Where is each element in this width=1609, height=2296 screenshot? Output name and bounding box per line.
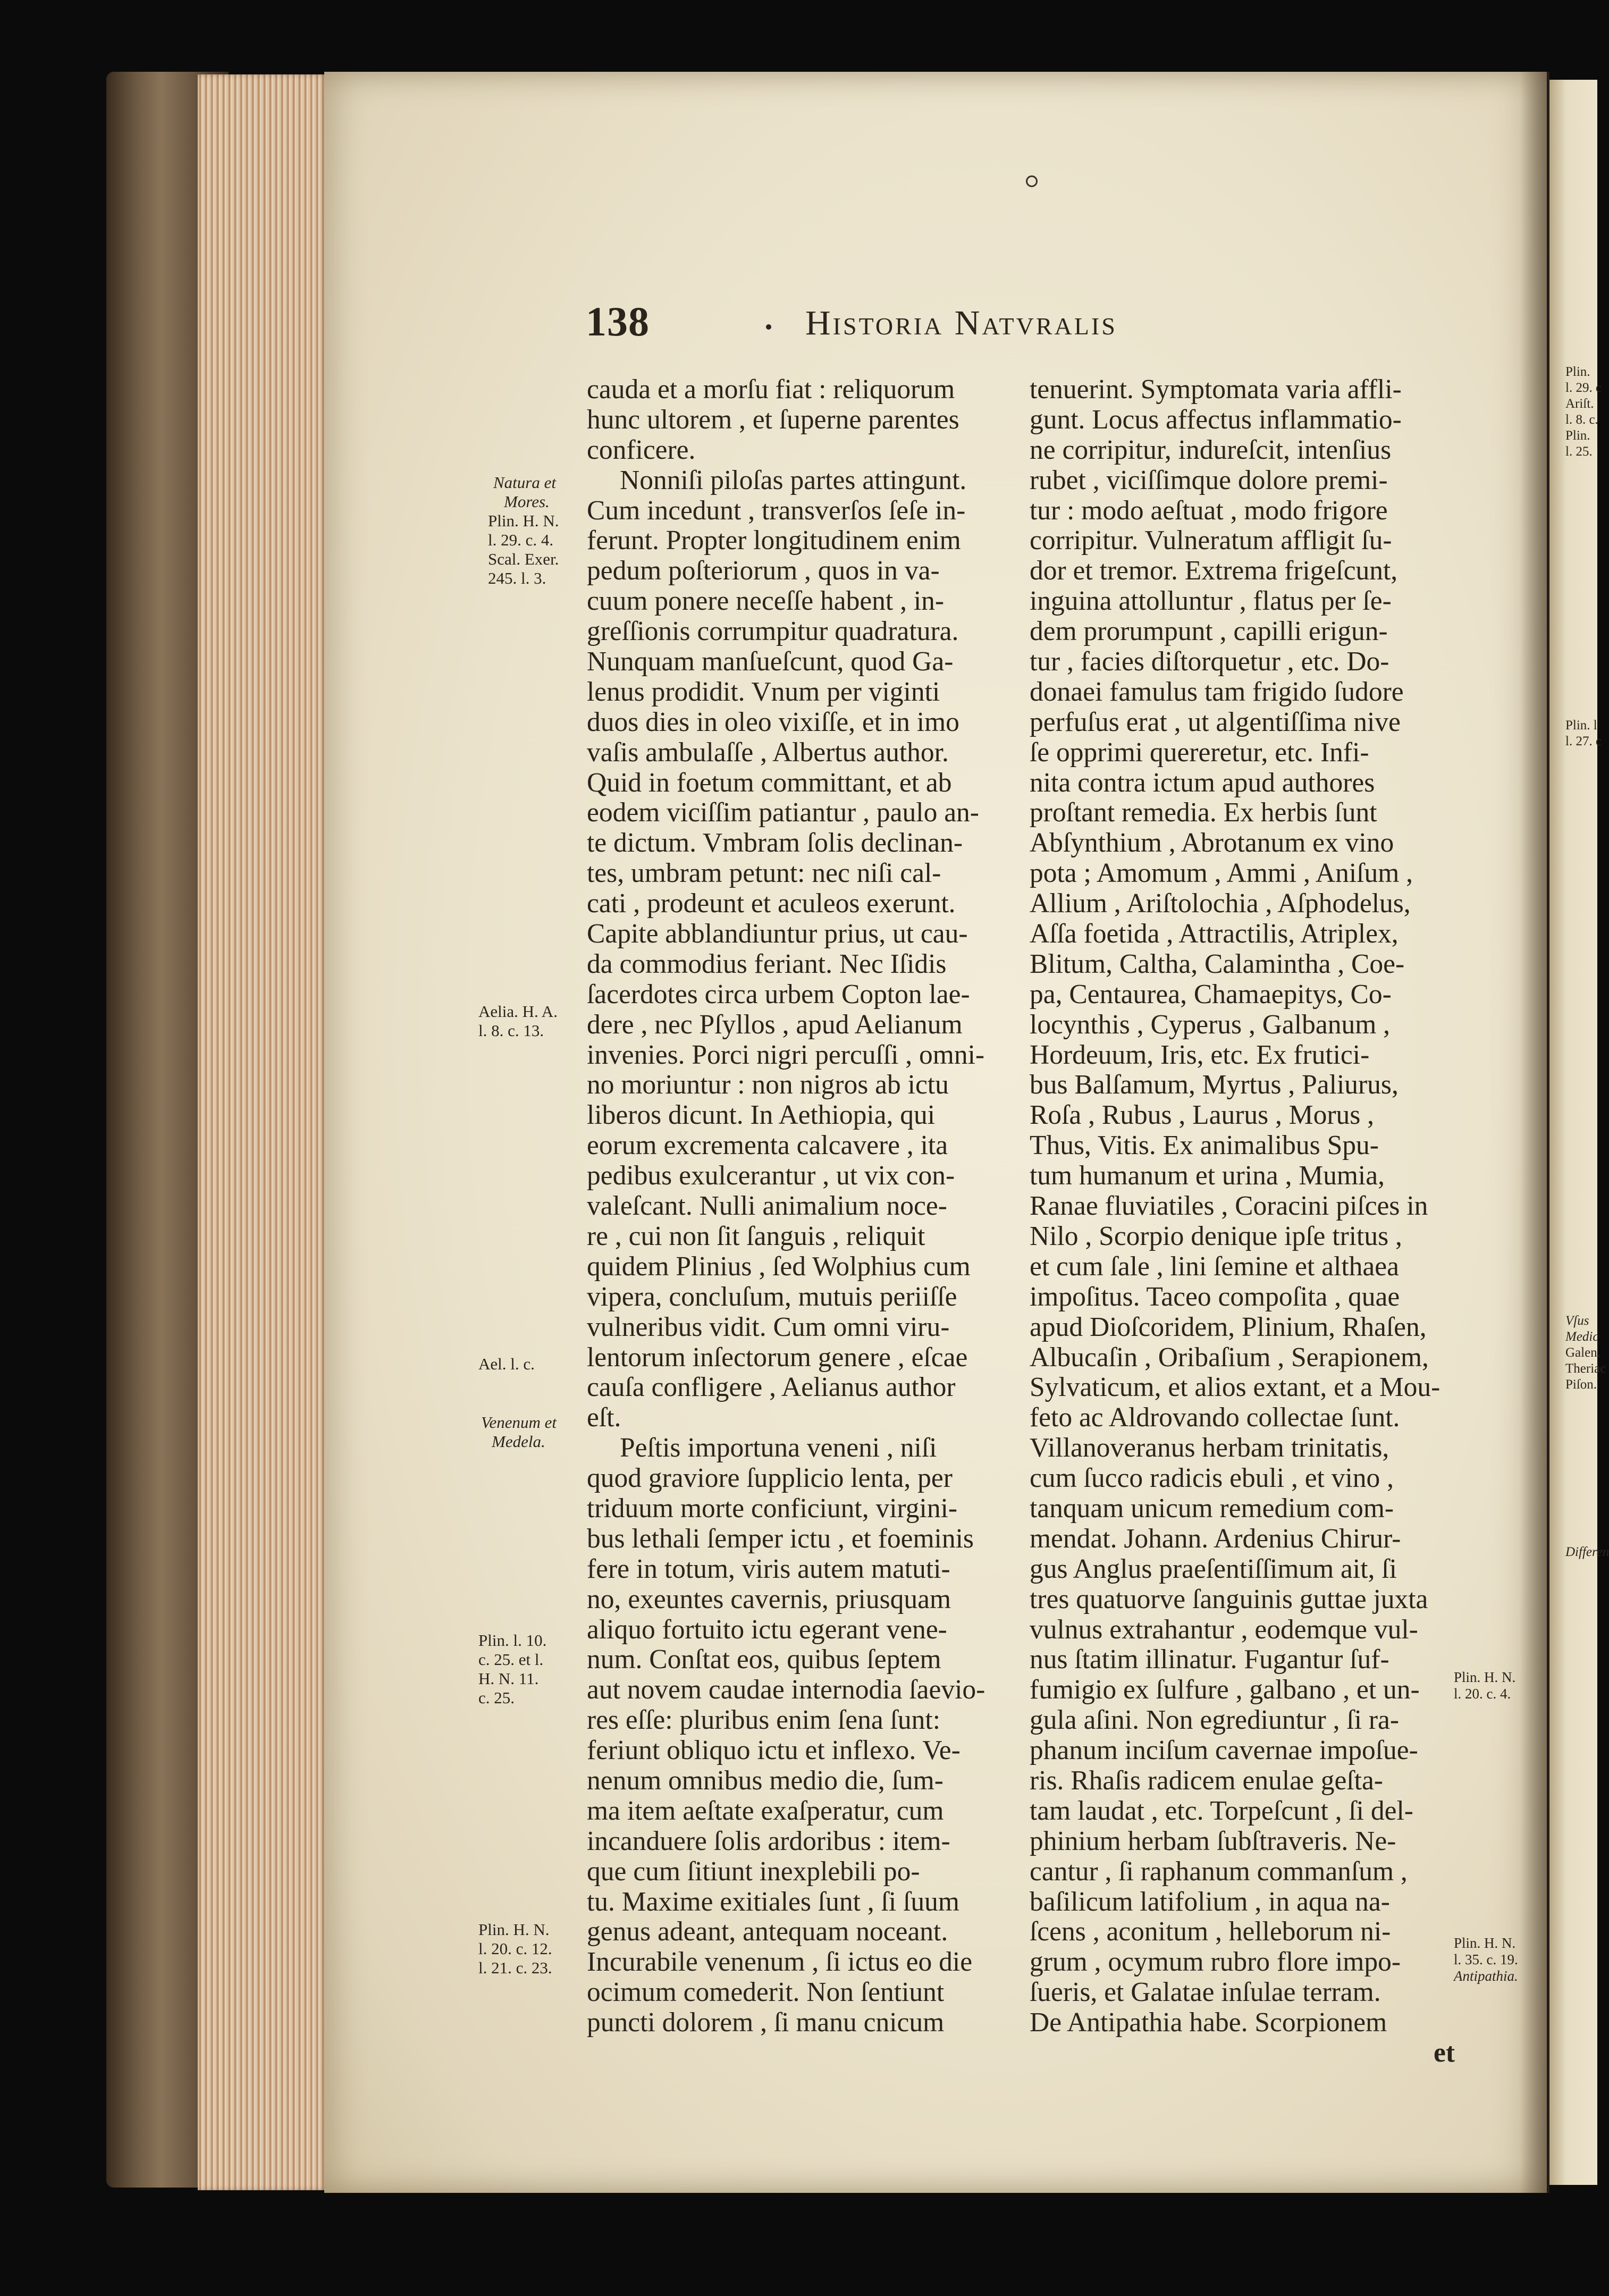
text-line: tur , facies diſtorquetur , etc. Do- [1030,646,1389,677]
text-line: ma item aeſtate exaſperatur, cum [587,1795,944,1826]
text-line: feriunt obliquo ictu et inflexo. Ve- [587,1735,961,1766]
text-line: Cum incedunt , transverſos ſeſe in- [587,495,966,526]
next-page-note-line: l. 29. c [1565,381,1602,395]
text-line: Blitum, Caltha, Calamintha , Coe- [1030,948,1405,979]
next-page-note-line: Plin. [1565,365,1590,379]
running-title: Historia Natvralis [805,304,1117,342]
margin-note-line: Plin. H. N. [1454,1669,1516,1685]
margin-note-line: Scal. Exer. [488,550,559,568]
next-page-note-line: Vſus [1565,1314,1589,1328]
text-line: nita contra ictum apud authores [1030,767,1375,798]
text-line: Aſſa foetida , Attractilis, Atriplex, [1030,919,1399,949]
text-line: tam laudat , etc. Torpeſcunt , ſi del- [1030,1795,1413,1826]
text-line: Abſynthium , Abrotanum ex vino [1030,828,1394,859]
next-page-notes-d [1565,1544,1609,1560]
text-line: no, exeuntes cavernis, priusquam [587,1584,951,1614]
text-line: vaſis ambulaſſe , Albertus author. [587,737,949,768]
margin-note-line: Plin. H. N. [478,1920,550,1939]
text-line: ris. Rhaſis radicem enulae geſta- [1030,1765,1383,1796]
text-line: Capite abblandiuntur prius, ut cau- [587,919,968,949]
margin-note-heading: Medela. [492,1432,545,1451]
text-line: vipera, concluſum, mutuis periiſſe [587,1281,957,1312]
margin-note-venenum [481,1413,557,1451]
margin-note-ael [478,1355,535,1374]
page-header [0,298,1597,361]
next-page-note-line: Plin. [1565,428,1590,443]
text-line: feto ac Aldrovando collectae ſunt. [1030,1402,1400,1433]
text-line: Thus, Vitis. Ex animalibus Spu- [1030,1130,1379,1161]
text-line: ferunt. Propter longitudinem enim [587,525,961,556]
text-line: ſe opprimi quereretur, etc. Infi- [1030,737,1369,768]
text-line: eodem viciſſim patiantur , paulo an- [587,797,979,828]
text-line: donaei famulus tam frigido ſudore [1030,676,1404,707]
text-line: Villanoveranus herbam trinitatis, [1030,1433,1389,1464]
text-line: incanduere ſolis ardoribus : item- [587,1826,950,1856]
text-line: aliquo fortuito ictu egerant vene- [587,1614,947,1645]
text-line: liberos dicunt. In Aethiopia, qui [587,1100,936,1131]
text-line: valeſcant. Nulli animalium noce- [587,1191,947,1222]
text-line: tur : modo aeſtuat , modo frigore [1030,495,1388,526]
text-line: rubet , viciſſimque dolore premi- [1030,465,1388,495]
next-page-notes-a [1565,364,1602,460]
text-line: gus Anglus praeſentiſſimum ait, ſi [1030,1553,1397,1584]
text-line: pedum poſteriorum , quos in va- [587,556,940,586]
text-line: impoſitus. Taceo compoſita , quae [1030,1281,1400,1312]
text-line: tres quatuorve ſanguinis guttae juxta [1030,1584,1428,1614]
text-line: da commodius feriant. Nec Iſidis [587,948,947,979]
text-line: phinium herbam ſubſtraveris. Ne- [1030,1826,1396,1856]
text-line: dere , nec Pſyllos , apud Aelianum [587,1009,963,1040]
next-page-note-line: l. 8. c. [1565,413,1598,427]
text-column-right [1030,375,1455,2068]
text-line: nenum omnibus medio die, ſum- [587,1765,944,1796]
gutter-shadow [1520,72,1549,2193]
text-line: vulnus extrahantur , eodemque vul- [1030,1614,1418,1645]
text-line: cum ſucco radicis ebuli , et vino , [1030,1463,1394,1494]
text-line: res eſſe: pluribus enim ſena ſunt: [587,1705,941,1736]
margin-note-line: 245. l. 3. [488,569,546,587]
margin-note-line: l. 35. c. 19. [1454,1952,1518,1967]
text-line: cauſa confligere , Aelianus author [587,1372,956,1403]
text-line: Nunquam manſueſcunt, quod Ga- [587,646,954,677]
margin-note-line: l. 29. c. 4. [488,531,554,549]
text-line: corripitur. Vulneratum affligit ſu- [1030,525,1392,556]
text-line: duos dies in oleo vixiſſe, et in imo [587,707,959,737]
text-line: phanum inciſum cavernae impoſue- [1030,1735,1418,1766]
text-line: te dictum. Vmbram ſolis declinan- [587,828,963,859]
text-line: Nilo , Scorpio denique ipſe tritus , [1030,1221,1402,1251]
text-line: proſtant remedia. Ex herbis ſunt [1030,797,1377,828]
text-line: cati , prodeunt et aculeos exerunt. [587,888,956,919]
text-line: no moriuntur : non nigros ab ictu [587,1070,949,1100]
margin-note-line: Ael. l. c. [478,1355,535,1373]
page-edges [198,74,328,2190]
margin-note-aelia [478,1002,558,1040]
text-line: fumigio ex ſulfure , galbano , et un- [1030,1675,1420,1705]
text-line: triduum morte conficiunt, virgini- [587,1493,958,1524]
next-page-note-line: l. 27. c [1565,734,1602,748]
margin-note-line: H. N. 11. [478,1669,539,1688]
text-line: num. Conſtat eos, quibus ſeptem [587,1644,941,1675]
margin-note-line: l. 20. c. 4. [1454,1686,1511,1702]
text-line: et cum ſale , lini ſemine et althaea [1030,1251,1399,1282]
next-page-note-line: l. 25. [1565,444,1593,459]
text-line: tu. Maxime exitiales ſunt , ſi ſuum [587,1886,959,1917]
next-page-note-line: Ariſt. [1565,397,1594,411]
text-column-left [587,375,985,2038]
margin-note-line: l. 21. c. 23. [478,1958,552,1977]
text-line: aut novem caudae internodia ſaevio- [587,1675,985,1705]
text-line: pa, Centaurea, Chamaepitys, Co- [1030,979,1392,1010]
text-line: Hordeuum, Iris, etc. Ex frutici- [1030,1039,1370,1070]
margin-note-natura [488,473,559,588]
text-line: Nonniſi piloſas partes attingunt. [620,465,967,495]
text-line: Sylvaticum, et alios extant, et a Mou- [1030,1372,1440,1403]
text-line: Albucaſin , Oribaſium , Serapionem, [1030,1342,1429,1373]
text-line: puncti dolorem , ſi manu cnicum [587,2007,945,2038]
ornament-mark [1026,175,1038,187]
margin-note-line: Aelia. H. A. [478,1002,558,1021]
text-line: cuum ponere neceſſe habent , in- [587,586,945,617]
margin-note-line: c. 25. [478,1688,515,1707]
next-page-notes-c [1565,1313,1606,1393]
text-line: eſt. [587,1402,621,1433]
text-line: Quid in foetum committant, et ab [587,767,952,798]
text-line: Allium , Ariſtolochia , Aſphodelus, [1030,888,1411,919]
text-line: pedibus exulcerantur , ut vix con- [587,1160,955,1191]
next-page-notes-b [1565,718,1602,750]
margin-note-right-1 [1454,1669,1515,1702]
text-line: Roſa , Rubus , Laurus , Morus , [1030,1100,1375,1131]
text-line: ocimum comederit. Non ſentiunt [587,1977,945,2008]
text-line: ſcens , aconitum , helleborum ni- [1030,1916,1391,1947]
text-line: tenuerint. Symptomata varia affli- [1030,374,1402,405]
text-line: grum , ocymum rubro flore impo- [1030,1947,1401,1978]
text-line: cauda et a morſu fiat : reliquorum [587,374,955,405]
text-line: quidem Plinius , ſed Wolphius cum [587,1251,971,1282]
margin-note-line: l. 20. c. 12. [478,1939,552,1958]
margin-note-line: c. 25. et l. [478,1650,544,1669]
text-line: lentorum inſectorum genere , eſcae [587,1342,968,1373]
next-page-note-line: Theriac [1565,1361,1606,1376]
separator-dot [766,324,771,330]
text-line: Peſtis importuna veneni , niſi [620,1433,937,1464]
margin-note-right-2 [1454,1935,1518,1984]
text-line: ſueris, et Galatae inſulae terram. [1030,1977,1381,2008]
text-line: gunt. Locus affectus inflammatio- [1030,404,1402,435]
text-line: tanquam unicum remedium com- [1030,1493,1394,1524]
text-line: Incurabile venenum , ſi ictus eo die [587,1947,973,1978]
margin-note-heading: Mores. [504,492,550,511]
text-line: bus Balſamum, Myrtus , Paliurus, [1030,1070,1399,1100]
text-line: hunc ultorem , et ſuperne parentes [587,404,959,435]
next-page-note-line: Differen [1565,1545,1609,1559]
text-line: genus adeant, antequam noceant. [587,1916,948,1947]
margin-note-heading: Antipathia. [1454,1968,1518,1984]
margin-note-heading: Venenum et [481,1413,557,1432]
text-line: baſilicum latifolium , in aqua na- [1030,1886,1390,1917]
margin-note-plin-10 [478,1631,546,1708]
text-line: ſacerdotes circa urbem Copton lae- [587,979,970,1010]
page-number: 138 [586,298,650,344]
text-line: fere in totum, viris autem matuti- [587,1553,950,1584]
text-line: De Antipathia habe. Scorpionem [1030,2007,1387,2038]
next-page-note-line: Plin. l [1565,718,1597,733]
text-line: apud Dioſcoridem, Plinium, Rhaſen, [1030,1311,1427,1342]
text-line: gula aſini. Non egrediuntur , ſi ra- [1030,1705,1400,1736]
text-line: perfuſus erat , ut algentiſſima nive [1030,707,1401,737]
next-page-note-line: Galen. [1565,1345,1600,1360]
margin-note-heading: Natura et [493,473,556,492]
text-line: locynthis , Cyperus , Galbanum , [1030,1009,1390,1040]
text-line: tum humanum et urina , Mumia, [1030,1160,1385,1191]
text-line: vulneribus vidit. Cum omni viru- [587,1311,950,1342]
text-line: lenus prodidit. Vnum per viginti [587,676,940,707]
text-line: Ranae fluviatiles , Coracini piſces in [1030,1191,1428,1222]
margin-note-line: Plin. l. 10. [478,1631,547,1650]
text-line: quod graviore ſupplicio lenta, per [587,1463,953,1494]
margin-note-line: l. 8. c. 13. [478,1021,544,1040]
text-line: greſſionis corrumpitur quadratura. [587,616,959,647]
text-line: conficere. [587,434,696,465]
margin-note-plin-20 [478,1920,552,1978]
text-line: que cum ſitiunt inexplebili po- [587,1856,920,1887]
text-line: mendat. Johann. Ardenius Chirur- [1030,1523,1401,1554]
text-line: inguina attolluntur , flatus per ſe- [1030,586,1392,617]
text-line: pota ; Amomum , Ammi , Aniſum , [1030,858,1413,889]
text-line: dem prorumpunt , capilli erigun- [1030,616,1388,647]
next-page-note-line: Medic [1565,1330,1599,1344]
margin-note-line: Plin. H. N. [488,511,559,530]
margin-note-line: Plin. H. N. [1454,1935,1516,1951]
text-line: tes, umbram petunt: nec niſi cal- [587,858,941,889]
text-line: re , cui non ſit ſanguis , reliquit [587,1221,925,1251]
text-line: bus lethali ſemper ictu , et foeminis [587,1523,974,1554]
text-line: et [1433,2037,1455,2068]
text-line: cantur , ſi raphanum commanſum , [1030,1856,1408,1887]
text-line: dor et tremor. Extrema frigeſcunt, [1030,556,1398,586]
next-page-note-line: Piſon. [1565,1377,1597,1392]
text-line: nus ſtatim illinatur. Fugantur ſuf- [1030,1644,1389,1675]
text-line: invenies. Porci nigri percuſſi , omni- [587,1039,985,1070]
text-line: eorum excrementa calcavere , ita [587,1130,948,1161]
text-line: ne corripitur, indureſcit, intenſius [1030,434,1392,465]
